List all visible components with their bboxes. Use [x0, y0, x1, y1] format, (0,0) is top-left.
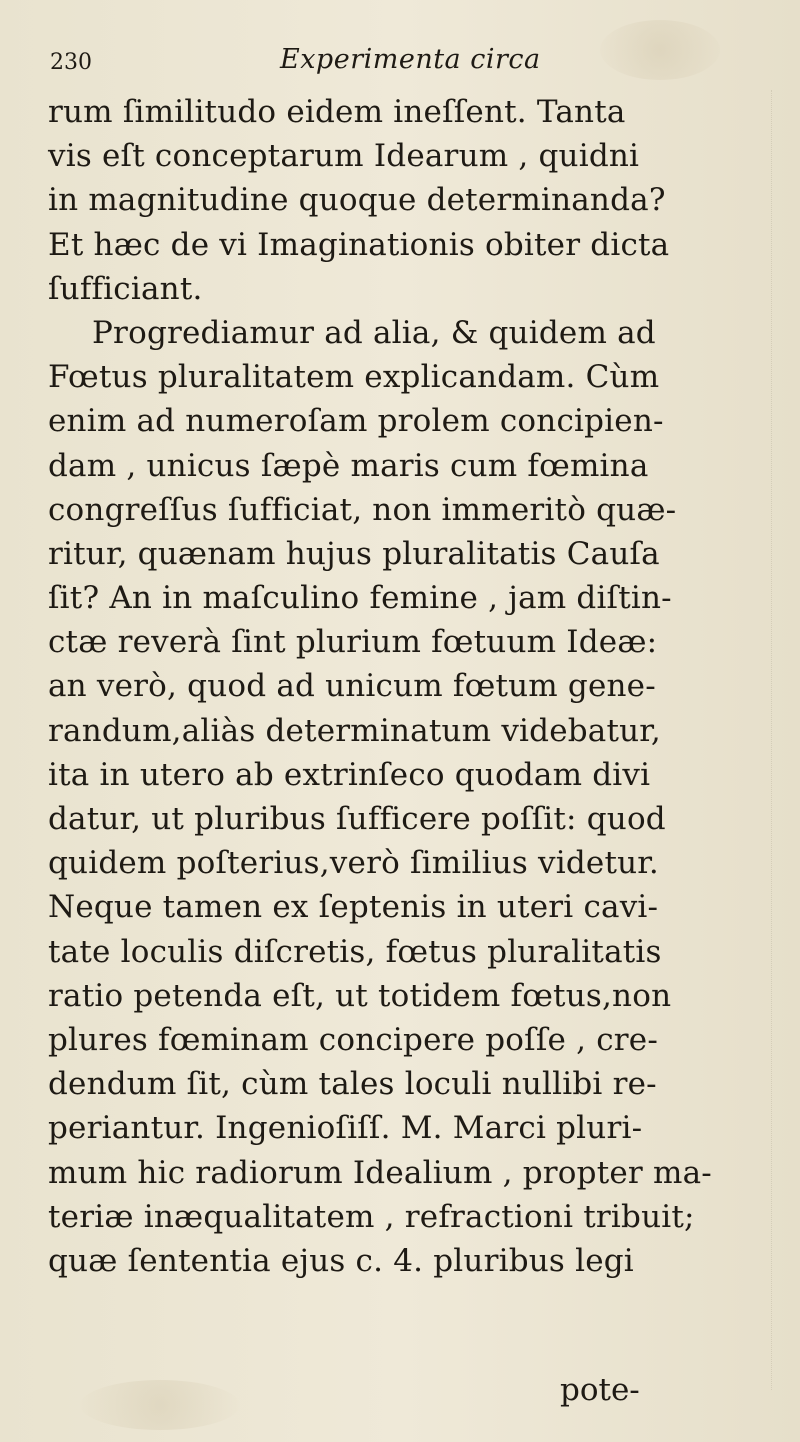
- text-line: congreſſus ſufficiat, non immeritò quæ-: [48, 491, 677, 528]
- text-line: ritur, quænam hujus pluralitatis Cauſa: [48, 535, 660, 572]
- text-line: ſit? An in maſculino femine , jam diſtin-: [48, 580, 672, 617]
- text-line: periantur. Ingenioſiſſ. M. Marci pluri-: [48, 1110, 643, 1147]
- paragraph-start-line: Progrediamur ad alia, & quidem ad: [92, 314, 656, 351]
- text-line: ctæ reverà ſint plurium fœtuum Ideæ:: [48, 624, 658, 661]
- catchword: pote-: [560, 1372, 640, 1408]
- text-line: tate loculis diſcretis, fœtus pluralitatis: [48, 933, 662, 970]
- text-line: ſufficiant.: [48, 270, 203, 307]
- paper-stain: [80, 1380, 240, 1430]
- page-edge-bleed: [771, 90, 786, 1390]
- text-line: vis eſt conceptarum Idearum , quidni: [48, 138, 640, 175]
- text-line: datur, ut pluribus ſufficere poſſit: quod: [48, 801, 666, 837]
- text-line: an verò, quod ad unicum fœtum gene-: [48, 668, 656, 705]
- text-line: plures fœminam concipere poſſe , cre-: [48, 1021, 659, 1058]
- text-line: enim ad numeroſam prolem concipien-: [48, 403, 664, 440]
- text-line: Et hæc de vi Imaginationis obiter dicta: [48, 226, 670, 263]
- text-line: Neque tamen ex ſeptenis in uteri cavi-: [48, 889, 659, 926]
- text-line: quidem poſterius,verò ſimilius videtur.: [48, 845, 659, 882]
- text-line: dendum ſit, cùm tales loculi nullibi re-: [48, 1066, 657, 1103]
- text-line: in magnitudine quoque determinanda?: [48, 182, 666, 219]
- running-head: Experimenta circa: [280, 44, 541, 75]
- page-header: [50, 44, 770, 84]
- text-line: rum ſimilitudo eidem ineſſent. Tanta: [48, 94, 626, 130]
- text-line: dam , unicus ſæpè maris cum fœmina: [48, 447, 649, 484]
- text-line: ita in utero ab extrinſeco quodam divi: [48, 756, 651, 793]
- text-line: quæ ſententia ejus c. 4. pluribus legi: [48, 1242, 634, 1279]
- text-line: Fœtus pluralitatem explicandam. Cùm: [48, 359, 660, 396]
- text-line: teriæ inæqualitatem , refractioni tribuit;: [48, 1198, 695, 1235]
- page-number: 230: [50, 50, 92, 75]
- text-line: randum,aliàs determinatum videbatur,: [48, 712, 661, 749]
- text-line: ratio petenda eſt, ut totidem fœtus,non: [48, 977, 672, 1014]
- body-text: [48, 90, 768, 1283]
- text-line: mum hic radiorum Idealium , propter ma-: [48, 1154, 712, 1191]
